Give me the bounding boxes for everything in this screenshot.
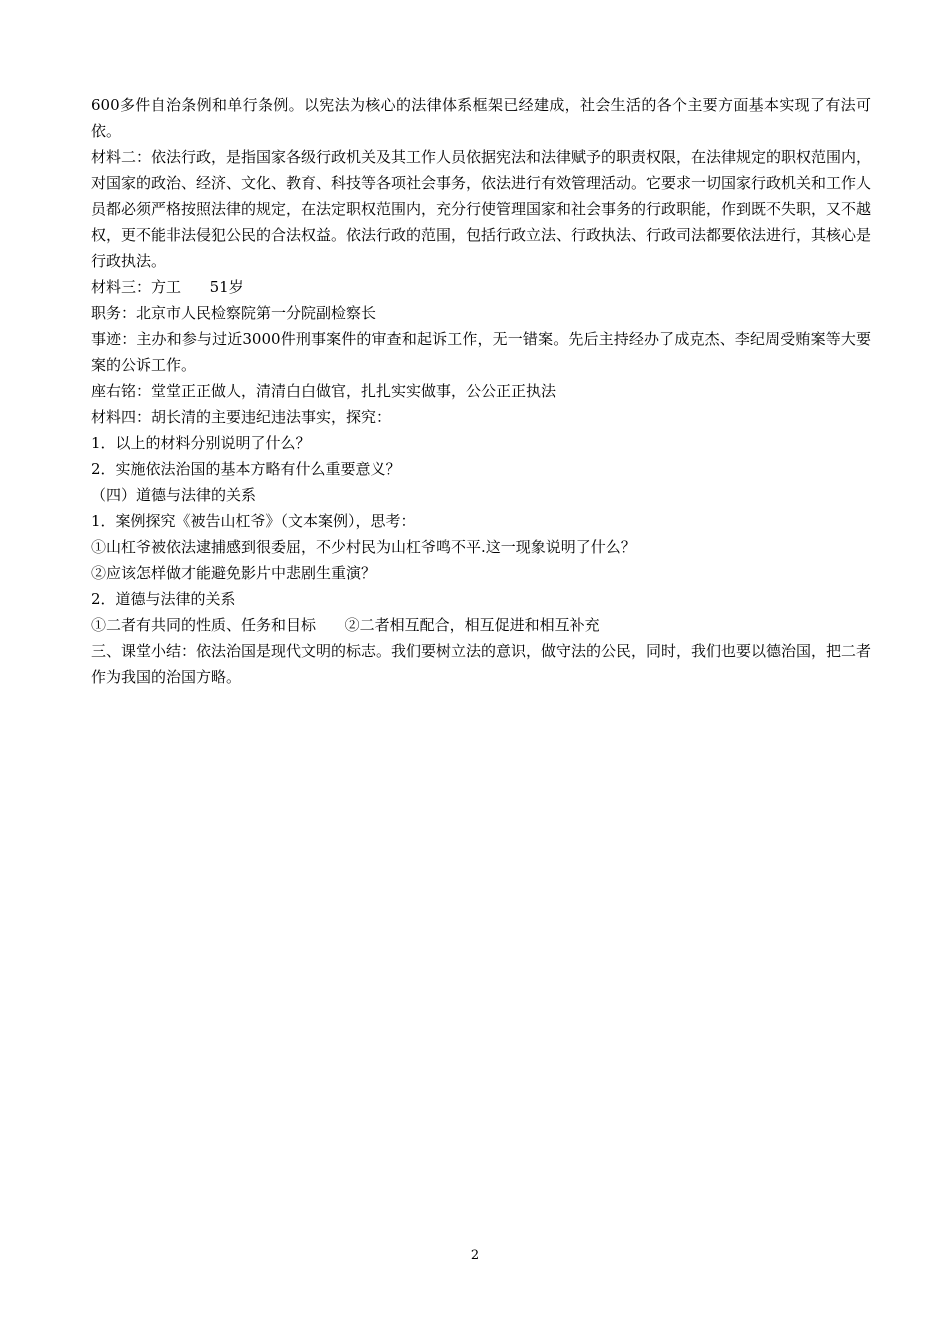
question-1: 1．以上的材料分别说明了什么？ bbox=[91, 434, 311, 452]
paragraph-motto: 座右铭：堂堂正正做人，清清白白做官，扎扎实实做事，公公正正执法 bbox=[91, 382, 557, 400]
section-heading-morality-law: （四）道德与法律的关系 bbox=[91, 486, 257, 504]
paragraph-material-three-header: 材料三：方工 51岁 bbox=[91, 278, 244, 296]
document-body bbox=[91, 92, 871, 690]
case-question-1: ①山杠爷被依法逮捕感到很委屈，不少村民为山杠爷鸣不平.这一现象说明了什么？ bbox=[91, 538, 636, 556]
question-2: 2．实施依法治国的基本方略有什么重要意义？ bbox=[91, 460, 401, 478]
paragraph-material-two: 材料二：依法行政，是指国家各级行政机关及其工作人员依据宪法和法律赋予的职责权限，在法律规定的职权范围内，对国家的政治、经济、文化、教育、科技等各项社会事务，依法进行有效管理活动。它要求一切国家行政机关和工作人员都必须严格按照法律的规定，在法定职权范围内，充分行使管理国家和社会事务的行政职能，作到既不失职，又不越权，更不能非法侵犯公民的合法权益。依法行政的范围，包括行政立法、行政执法、行政司法都要依法进行，其核心是行政执法。 bbox=[91, 148, 872, 270]
class-summary: 三、课堂小结：依法治国是现代文明的标志。我们要树立法的意识，做守法的公民，同时，我们也要以德治国，把二者作为我国的治国方略。 bbox=[91, 642, 872, 686]
paragraph-material-four: 材料四：胡长清的主要违纪违法事实，探究： bbox=[91, 408, 392, 426]
paragraph-legal-system: 600多件自治条例和单行条例。以宪法为核心的法律体系框架已经建成，社会生活的各个主要方面基本实现了有法可依。 bbox=[91, 96, 871, 140]
paragraph-position: 职务：北京市人民检察院第一分院副检察长 bbox=[91, 304, 377, 322]
paragraph-deeds: 事迹：主办和参与过近3000件刑事案件的审查和起诉工作，无一错案。先后主持经办了成克杰、李纪周受贿案等大要案的公诉工作。 bbox=[91, 330, 871, 374]
page-number: 2 bbox=[470, 1248, 480, 1263]
relationship-heading: 2．道德与法律的关系 bbox=[91, 590, 236, 608]
relationship-points: ①二者有共同的性质、任务和目标 ②二者相互配合，相互促进和相互补充 bbox=[91, 616, 600, 634]
case-study-item: 1．案例探究《被告山杠爷》（文本案例），思考： bbox=[91, 512, 416, 530]
case-question-2: ②应该怎样做才能避免影片中悲剧生重演？ bbox=[91, 564, 377, 582]
